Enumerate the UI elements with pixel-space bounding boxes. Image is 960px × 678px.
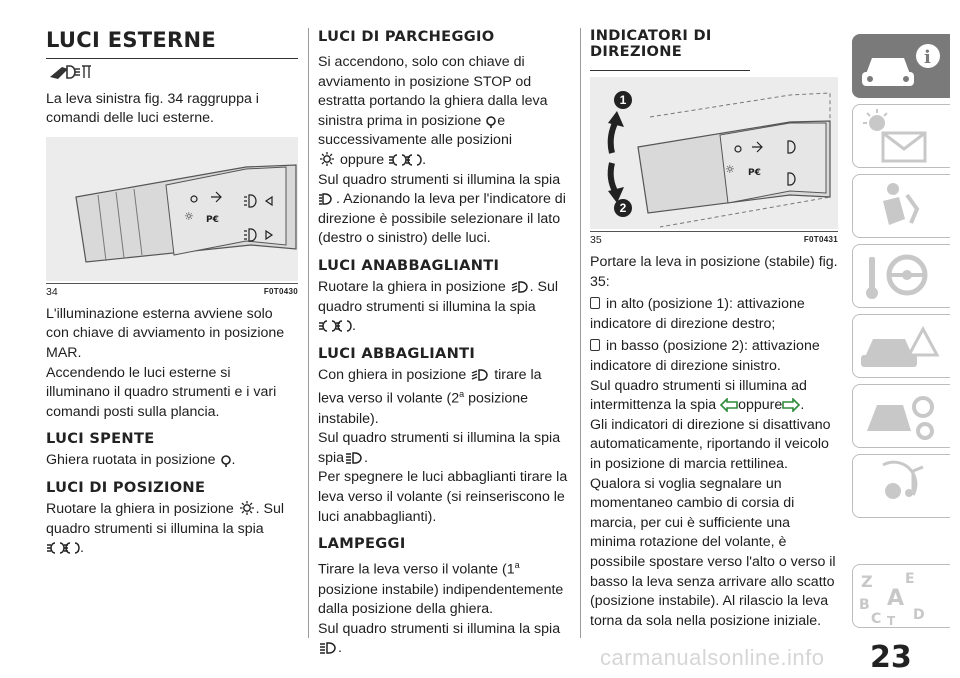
page-number: 23: [870, 640, 912, 675]
text: Ghiera ruotata in posizione: [46, 452, 216, 469]
paragraph: Accendendo le luci esterne si illuminano il quadro strumenti e i vari comandi posti sulla plancia.: [46, 364, 277, 420]
dipped-beam-icon: [470, 368, 490, 382]
text: oppure: [738, 397, 783, 414]
intro-text: La leva sinistra fig. 34 raggruppa i comandi delle luci esterne.: [46, 90, 259, 127]
paragraph-parcheggio-spia: [318, 190, 570, 249]
tab-index[interactable]: [852, 564, 950, 628]
paragraph-anabbaglianti: [318, 278, 570, 317]
text: Ruotare la ghiera in posizione: [46, 500, 234, 517]
text: spia: [318, 449, 345, 466]
maintenance-icon: [853, 385, 949, 447]
turn-right-icon: [782, 398, 800, 412]
paragraph: Qualora si voglia segnalare un momentaneo cambio di corsia di marcia, per cui è sufficiente una minima rotazione del volante, è possibile spostare verso l'alto o verso il basso la leva senza arrivare allo scatto (posizione instabile). Al rilascio la leva torna da sola nella posizione iniziale.: [590, 475, 836, 629]
tab-emergency[interactable]: [852, 314, 950, 378]
superscript: a: [514, 560, 520, 571]
text: Sul quadro strumenti si illumina ad intermittenza la spia: [590, 377, 807, 414]
parking-light-icon: [318, 192, 336, 206]
heading-indicatori-direzione: INDICATORI DI DIREZIONE: [590, 28, 750, 71]
index-letter: B: [859, 597, 870, 613]
warning-lights-icon: [853, 105, 949, 167]
dipped-beam-icon: [510, 280, 530, 294]
heading-lampeggi: LAMPEGGI: [318, 535, 406, 553]
paragraph: Gli indicatori di direzione si disattivano automaticamente, riportando il veicolo in posizione di marcia rettilinea.: [590, 416, 831, 472]
paragraph-lampeggi-spia: [318, 639, 570, 659]
multimedia-icon: [853, 455, 949, 517]
column-divider: [580, 28, 581, 638]
figure-34-lever: [46, 137, 298, 281]
marker-1: 1: [614, 91, 632, 109]
heading-luci-posizione: LUCI DI POSIZIONE: [46, 478, 206, 496]
index-letter: C: [871, 611, 882, 627]
superscript: a: [459, 389, 465, 400]
column-divider: [308, 28, 309, 638]
bullet-item: [590, 295, 838, 334]
paragraph-spia-direzione: [590, 377, 838, 416]
text: e successivamente alle posizioni: [318, 112, 512, 149]
figure-34-caption: [46, 283, 298, 299]
tab-maintenance[interactable]: [852, 384, 950, 448]
paragraph: Sul quadro strumenti si illumina la spia: [318, 430, 561, 447]
heading-luci-abbaglianti: LUCI ABBAGLIANTI: [318, 344, 476, 362]
side-lights-icon: [46, 541, 80, 555]
paragraph: L'illuminazione esterna avviene solo con chiave di avviamento in posizione MAR.: [46, 305, 285, 361]
section-title-luci-esterne: LUCI ESTERNE: [46, 28, 298, 59]
bullet-box-icon: [590, 297, 600, 309]
paragraph-abbaglianti-spia: [318, 449, 570, 469]
figure-code: F0T0431: [803, 235, 838, 244]
heading-luci-parcheggio: LUCI DI PARCHEGGIO: [318, 28, 495, 45]
figure-number: 35: [590, 234, 602, 246]
column-3: [590, 28, 838, 631]
figure-35-caption: [590, 231, 838, 247]
safety-seat-icon: [853, 175, 949, 237]
period: .: [338, 640, 342, 657]
key-wheel-icon: [853, 245, 949, 307]
period: .: [80, 540, 84, 557]
text: posizione instabile).: [318, 391, 529, 427]
paragraph: Portare la leva in posizione (stabile) fig. 35:: [590, 254, 838, 290]
bullet-item: [590, 337, 838, 376]
text: tirare la leva verso il volante (2: [318, 366, 542, 408]
marker-2: 2: [614, 199, 632, 217]
svg-text:☼: ☼: [184, 209, 194, 223]
paragraph-lampeggi: [318, 556, 570, 620]
tab-safety[interactable]: [852, 174, 950, 238]
main-beam-icon: [318, 641, 338, 655]
watermark: carmanualsonline.info: [600, 645, 825, 670]
period: .: [231, 452, 236, 469]
side-lights-icon: [388, 153, 422, 167]
paragraph-posizione: [46, 500, 298, 539]
lights-switch-icon: [48, 63, 298, 88]
svg-text:P€: P€: [206, 214, 219, 225]
period: .: [364, 449, 368, 466]
period: .: [422, 151, 427, 168]
index-letter: A: [887, 586, 905, 611]
column-2: [318, 28, 570, 659]
figure-35-lever: [590, 77, 838, 229]
text: . Sul quadro strumenti si illumina la spia: [318, 278, 559, 315]
index-letter: T: [887, 614, 896, 627]
text: Con ghiera in posizione: [318, 366, 467, 383]
turn-left-icon: [720, 398, 738, 412]
paragraph-parcheggio: [318, 53, 570, 151]
position-light-sun-icon: [318, 151, 336, 167]
paragraph-spente: [46, 451, 298, 471]
side-lights-icon: [318, 319, 352, 333]
paragraph-parcheggio-options: [318, 151, 570, 171]
paragraph-posizione-spia: [46, 539, 298, 559]
tab-instruments-info[interactable]: [852, 34, 950, 98]
off-position-icon: [485, 114, 497, 128]
text: . Sul quadro strumenti si illumina la spia: [46, 500, 285, 537]
text: Ruotare la ghiera in posizione: [318, 278, 506, 295]
svg-text:☼: ☼: [725, 163, 735, 176]
text: oppure: [339, 151, 385, 168]
text: in basso (posizione 2): attivazione indicatore di direzione sinistro.: [590, 338, 820, 374]
heading-luci-spente: LUCI SPENTE: [46, 430, 155, 448]
paragraph: Sul quadro strumenti si illumina la spia: [318, 171, 561, 188]
tab-multimedia[interactable]: [852, 454, 950, 518]
heading-luci-anabbaglianti: LUCI ANABBAGLIANTI: [318, 256, 500, 274]
index-letter: E: [905, 571, 915, 587]
car-info-icon: [852, 34, 950, 98]
paragraph-abbaglianti: [318, 366, 570, 430]
paragraph: Sul quadro strumenti si illumina la spia: [318, 620, 561, 637]
figure-number: 34: [46, 285, 58, 298]
text: Si accendono, solo con chiave di avviamento in posizione STOP od estratta portando la ghiera dalla leva sinistra prima in posizione: [318, 54, 548, 129]
figure-code: F0T0430: [263, 286, 298, 296]
text: in alto (posizione 1): attivazione indicatore di direzione destro;: [590, 296, 805, 332]
paragraph-anabbaglianti-spia: [318, 317, 570, 337]
text: Tirare la leva verso il volante (1: [318, 561, 515, 578]
index-letter: D: [913, 607, 925, 623]
tab-starting-driving[interactable]: [852, 244, 950, 308]
bullet-box-icon: [590, 339, 600, 351]
emergency-car-icon: [853, 315, 949, 377]
text: . Azionando la leva per l'indicatore di direzione è possibile selezionare il lato (destro o sinistro) delle luci.: [318, 191, 566, 247]
text: posizione instabile) indipendentemente dalla posizione della ghiera.: [318, 581, 564, 618]
period: .: [352, 318, 356, 335]
period: .: [800, 397, 805, 414]
tab-warning-lights[interactable]: [852, 104, 950, 168]
svg-text:P€: P€: [748, 168, 761, 178]
off-position-icon: [220, 453, 232, 467]
position-light-sun-icon: [238, 500, 256, 516]
main-beam-icon: [344, 451, 364, 465]
index-letter: Z: [861, 572, 873, 591]
index-letters-icon: [853, 565, 949, 627]
paragraph: Per spegnere le luci abbaglianti tirare la leva verso il volante (si reinseriscono le luci anabbaglianti).: [318, 469, 568, 525]
svg-text:i: i: [924, 47, 931, 68]
column-1: [46, 28, 298, 559]
